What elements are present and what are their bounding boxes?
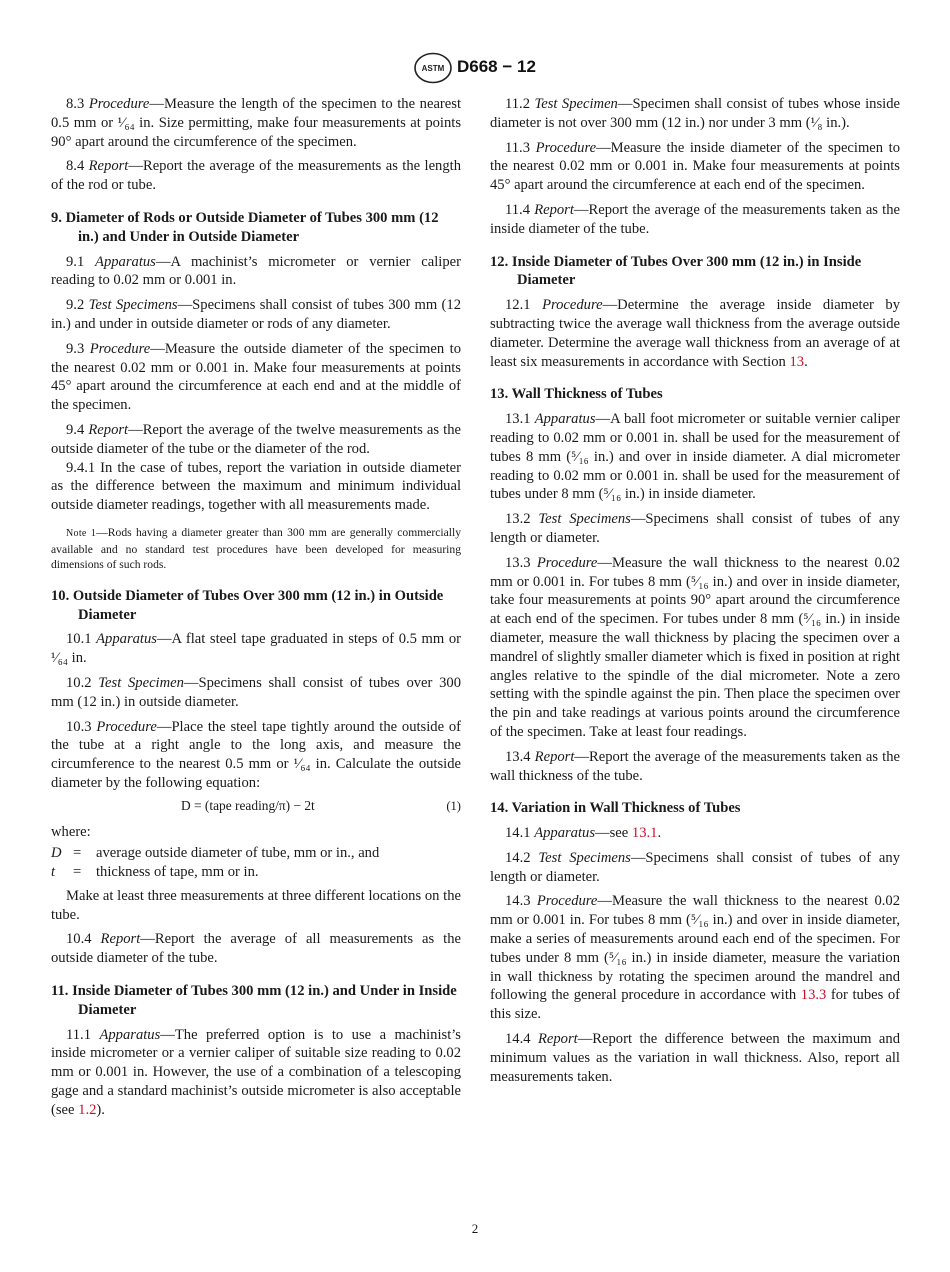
section-8-3: 8.3 Procedure—Measure the length of the specimen to the nearest 0.5 mm or ¹⁄₆₄ in. Size permitting, make four measurements at points 90° apart around the circumference of the specimen. [51,96,462,150]
section-14-3: 14.3 Procedure—Measure the wall thickness to the nearest 0.02 mm or 0.001 in. For tubes 8 mm (⁵⁄₁₆ in.) and over in inside diameter, make a series of measurements around each end of the specimen. For tubes under 8 mm (⁵⁄₁₆ in.) in inside diameter, measure the variation in wall thickness by rotating the specimen around the mandrel and following the general procedure in accordance with 13.3 for tubes of this size. [490,893,901,1023]
section-8-4: 8.4 Report—Report the average of the measurements as the length of the rod or tube. [51,158,461,194]
section-9-1: 9.1 Apparatus—A machinist’s micrometer or vernier caliper reading to 0.02 mm or 0.001 in. [51,253,461,289]
section-14-4: 14.4 Report—Report the difference between the maximum and minimum values as the variation in wall thickness. Also, report all measurements taken. [490,1031,900,1085]
heading-section-13: 13. Wall Thickness of Tubes [490,386,663,403]
section-13-4: 13.4 Report—Report the average of the measurements taken as the wall thickness of the tube. [490,748,901,784]
section-11-2: 11.2 Test Specimen—Specimen shall consist of tubes whose inside diameter is not over 300 mm (12 in.) nor under 3 mm (¹⁄₈ in.). [490,96,900,131]
page-number: 2 [471,1221,479,1236]
section-10-4: 10.4 Report—Report the average of all measurements as the outside diameter of the tube. [51,931,461,967]
note-text: —Rods having a diameter greater than 300 mm are generally commercially available and no standard test procedures have been developed for measuring dimensions of such rods. [51,525,461,572]
section-13-1: 13.1 Apparatus—A ball foot micrometer or suitable vernier caliper reading to 0.02 mm or 0.001 in. shall be used for the measurement of tubes 8 mm (⁵⁄₁₆ in.) and over in inside diameter. A dial micrometer reading to 0.02 mm or 0.001 in. shall be used for the measurement of tubes under 8 mm (⁵⁄₁₆ in.) in inside diameter. [490,411,901,503]
note-1 [51,525,461,573]
heading-section-12: 12. Inside Diameter of Tubes Over 300 mm (12 in.) in Inside Diameter [490,253,862,289]
equation-number: (1) [446,798,461,813]
reference-link[interactable]: 13 [789,353,805,370]
section-10-3: 10.3 Procedure—Place the steel tape tightly around the outside of the tube at a right angle to the long axis, and measure the circumference to the nearest 0.5 mm or ¹⁄₆₄ in. Calculate the outside diameter by the following equation: [51,718,461,791]
document-id: D668 − 12 [457,57,536,76]
section-9-4-1: 9.4.1 In the case of tubes, report the variation in outside diameter as the difference between the maximum and minimum individual outside diameter readings, together with all measurements made. [51,459,461,514]
section-11-1: 11.1 Apparatus—The preferred option is to use a machinist’s inside micrometer or a vernier caliper of suitable size reading to 0.02 mm or 0.001 in. However, the use of a combination of a telescoping gage and a standard machinist’s outside micrometer is also acceptable (see 1.2). [51,1026,461,1118]
section-11-4: 11.4 Report—Report the average of the measurements taken as the inside diameter of the tube. [490,201,900,237]
page-header [0,52,950,86]
right-column [490,95,900,1092]
section-13-3: 13.3 Procedure—Measure the wall thickness to the nearest 0.02 mm or 0.001 in. For tubes 8 mm (⁵⁄₁₆ in.) and over in inside diameter, take four measurements at points 90° apart around the circumference at each end of the specimen. For tubes under 8 mm (⁵⁄₁₆ in.) in inside diameter, measure the wall thickness by placing the specimen over a mandrel of slightly smaller diameter which is fixed in position at right angles relative to the spindle of the dial micrometer. Note a zero setting with the spindle against the pin. Then place the specimen over the pin and take readings at various points around the circumference of the specimen. Take at least four readings. [490,554,901,740]
reference-link[interactable]: 13.3 [800,987,827,1004]
section-11-3: 11.3 Procedure—Measure the inside diameter of the specimen to the nearest 0.02 mm or 0.001 in. Make four measurements at points 45° apart around the circumference at each end of the specimen. [490,139,900,194]
section-13-2: 13.2 Test Specimens—Specimens shall consist of tubes of any length or diameter. [490,511,901,546]
section-14-1: 14.1 Apparatus—see 13.1. [505,825,662,842]
section-9-3: 9.3 Procedure—Measure the outside diameter of the specimen to the nearest 0.02 mm or 0.001 in. Make four measurements at points 45° apart around the circumference at each end and at the middle of the specimen. [51,340,461,414]
section-10-3-continued: Make at least three measurements at three different locations on the tube. [51,887,461,923]
section-10-1: 10.1 Apparatus—A flat steel tape graduated in steps of 0.5 mm or ¹⁄₆₄ in. [51,631,462,667]
section-9-4: 9.4 Report—Report the average of the twelve measurements as the outside diameter of the tube or the diameter of the rod. [51,421,462,457]
section-9-2: 9.2 Test Specimens—Specimens shall consist of tubes 300 mm (12 in.) and under in outside diameter or rods of any diameter. [51,297,462,332]
reference-link[interactable]: 13.1 [631,825,658,842]
section-12-1: 12.1 Procedure—Determine the average inside diameter by subtracting twice the average wall thickness from the average outside diameter. Determine the average wall thickness from an average of at least six measurements in accordance with Section 13. [490,297,901,370]
equation-1 [51,797,461,816]
definition-row: t = thickness of tape, mm or in. [51,864,259,881]
equation-text: D = (tape reading/π) − 2t [181,797,315,813]
definition-row: D = average outside diameter of tube, mm or in., and [51,845,380,862]
left-column [51,95,461,1126]
section-10-2: 10.2 Test Specimen—Specimens shall consist of tubes over 300 mm (12 in.) in outside diameter. [51,674,461,710]
heading-section-11: 11. Inside Diameter of Tubes 300 mm (12 in.) and Under in Inside Diameter [51,983,457,1018]
heading-section-14: 14. Variation in Wall Thickness of Tubes [490,800,741,817]
astm-logo-icon [413,52,453,84]
reference-link[interactable]: 1.2 [78,1101,97,1118]
section-14-2: 14.2 Test Specimens—Specimens shall consist of tubes of any length or diameter. [490,849,901,885]
astm-logo-text: ASTM [421,64,445,73]
where-label: where: [51,824,91,841]
note-label: Note 1 [66,527,97,539]
heading-section-9: 9. Diameter of Rods or Outside Diameter of Tubes 300 mm (12 in.) and Under in Outside Diameter [51,209,439,245]
heading-section-10: 10. Outside Diameter of Tubes Over 300 mm (12 in.) in Outside Diameter [51,587,444,623]
